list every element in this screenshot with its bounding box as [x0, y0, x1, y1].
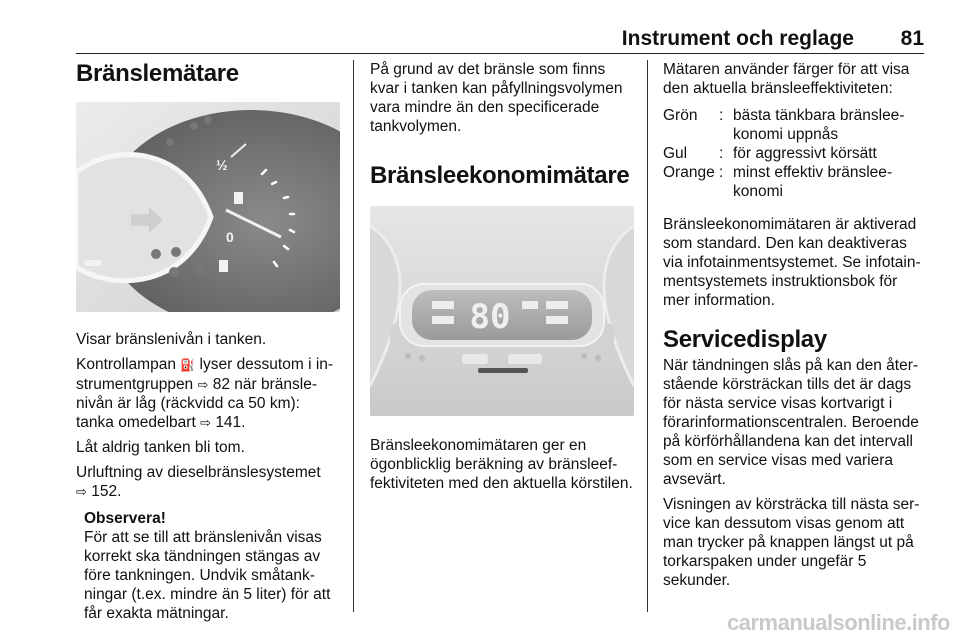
column-middle — [370, 60, 634, 493]
legend-desc: bästa tänkbara bränsleekonomi uppnås — [733, 107, 905, 143]
section-heading-fuel-economy-gauge: Bränsleekonomimätare — [370, 162, 630, 189]
legend-separator: : — [719, 107, 724, 124]
legend-desc: för aggressivt körsätt — [733, 145, 877, 162]
column-divider — [353, 60, 354, 612]
note-box — [76, 509, 340, 623]
paragraph: Visningen av körsträcka till nästa service kan dessutom visas genom att man trycker på knappen längst ut på torkarspaken under ungefär 5 sekunder. — [663, 496, 920, 589]
economy-display-digits: 80 — [469, 297, 511, 337]
legend-term: Grön — [663, 107, 698, 124]
watermark-logo: carmanualsonline.info — [727, 610, 950, 635]
svg-text:½: ½ — [216, 157, 228, 173]
page-header — [76, 26, 924, 54]
fuel-pump-icon: ⛽ — [180, 358, 196, 372]
color-legend — [663, 106, 925, 201]
paragraph: Mätaren använder färger för att visa den aktuella bränsleeffektiviteten: — [663, 61, 910, 97]
paragraph: Bränsleekonomimätaren är aktiverad som standard. Den kan deaktiveras via infotainmentsystemet. Se infotainmentsystemets instruktionsbok för mer information. — [663, 216, 921, 309]
arrow-icon: ⇨ — [197, 377, 209, 392]
paragraph: Visar bränslenivån i tanken. — [76, 331, 267, 348]
fuel-gauge-illustration — [76, 102, 340, 312]
paragraph: Bränsleekonomimätaren ger en ögonblicklig beräkning av bränsleeffektiviteten med den aktuella körstilen. — [370, 437, 633, 492]
chapter-title: Instrument och reglage — [621, 27, 854, 50]
column-right — [663, 60, 925, 590]
section-heading-fuel-gauge: Bränslemätare — [76, 60, 239, 87]
section-heading-service-display: Servicedisplay — [663, 326, 827, 353]
legend-separator: : — [719, 164, 724, 181]
legend-term: Gul — [663, 145, 688, 162]
svg-text:0: 0 — [226, 229, 234, 245]
note-heading: Observera! — [84, 510, 166, 527]
paragraph: Urluftning av dieselbränslesystemet ⇨ 152. — [76, 464, 321, 500]
column-left — [76, 60, 340, 623]
paragraph: Kontrollampan ⛽ lyser dessutom i instrumentgruppen ⇨ 82 när bränslenivån är låg (räckvidd ca 50 km): tanka omedelbart ⇨ 141. — [76, 356, 334, 431]
column-divider — [647, 60, 648, 612]
legend-separator: : — [719, 145, 724, 162]
arrow-icon: ⇨ — [200, 415, 211, 430]
legend-desc: minst effektiv bränsleekonomi — [733, 164, 893, 200]
fuel-economy-gauge-illustration — [370, 206, 634, 416]
paragraph: Låt aldrig tanken bli tom. — [76, 439, 245, 456]
page-number: 81 — [900, 27, 924, 50]
note-text: För att se till att bränslenivån visas korrekt ska tändningen stängas av före tankningen. Undvik småtankningar (t.ex. mindre än 5 liter) för att får exakta mätningar. — [84, 529, 331, 622]
legend-term: Orange — [663, 164, 715, 181]
arrow-icon: ⇨ — [76, 484, 87, 499]
paragraph: När tändningen slås på kan den återstående körsträckan tills det är dags för nästa service visas kortvarigt i förarinformationscentralen. Beroende på körförhållandena kan det intervall som en service visas med variera avsevärt. — [663, 357, 919, 488]
paragraph: På grund av det bränsle som finns kvar i tanken kan påfyllningsvolymen vara mindre än den specificerade tankvolymen. — [370, 61, 623, 135]
